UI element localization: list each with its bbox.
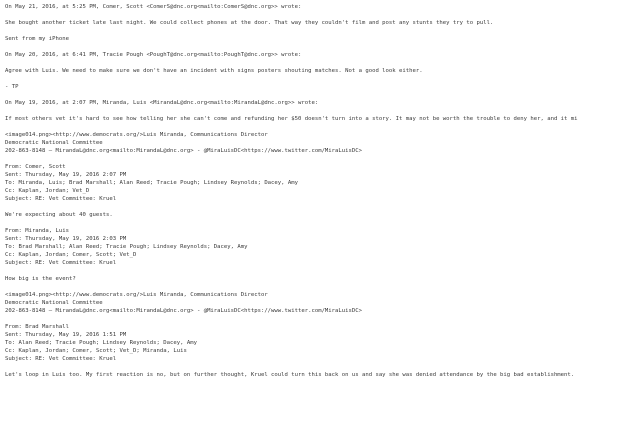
text-line: Let's loop in Luis too. My first reaction is no, but on further thought, Kruel could turn this back on us and say she was denied attendance by the big bad establishment. bbox=[5, 372, 575, 378]
text-line: How big is the event? bbox=[5, 276, 76, 282]
text-block bbox=[5, 51, 640, 59]
text-block bbox=[5, 291, 640, 315]
text-block bbox=[5, 67, 640, 75]
text-block bbox=[5, 19, 640, 27]
text-line: On May 19, 2016, at 2:07 PM, Miranda, Luis <MirandaL@dnc.org<mailto:MirandaL@dnc.org>> wrote: bbox=[5, 100, 319, 106]
text-line: 202-863-8148 – MirandaL@dnc.org<mailto:MirandaL@dnc.org> - @MiraLuisDC<https://www.twitter.com/MiraLuisDC> bbox=[5, 148, 362, 154]
text-block bbox=[5, 211, 640, 219]
text-line: She bought another ticket late last night. We could collect phones at the door. That way they couldn't film and post any stunts they try to pull. bbox=[5, 20, 494, 26]
paragraph-gap bbox=[5, 75, 640, 83]
paragraph-gap bbox=[5, 59, 640, 67]
text-line: To: Alan Reed; Tracie Pough; Lindsey Reynolds; Dacey, Amy bbox=[5, 340, 197, 346]
paragraph-gap bbox=[5, 315, 640, 323]
paragraph-gap bbox=[5, 11, 640, 19]
text-line: Subject: RE: Vet Committee: Kruel bbox=[5, 196, 117, 202]
text-line: To: Brad Marshall; Alan Reed; Tracie Pough; Lindsey Reynolds; Dacey, Amy bbox=[5, 244, 248, 250]
text-line: On May 20, 2016, at 6:41 PM, Tracie Pough <PoughT@dnc.org<mailto:PoughT@dnc.org>> wrote: bbox=[5, 52, 302, 58]
text-line: On May 21, 2016, at 5:25 PM, Comer, Scott <ComerS@dnc.org<mailto:ComerS@dnc.org>> wrote: bbox=[5, 4, 302, 10]
text-block bbox=[5, 83, 640, 91]
text-line: <image014.png><http://www.democrats.org/>Luis Miranda, Communications Director bbox=[5, 132, 268, 138]
text-line: Sent: Thursday, May 19, 2016 2:03 PM bbox=[5, 236, 127, 242]
text-block bbox=[5, 227, 640, 267]
paragraph-gap bbox=[5, 155, 640, 163]
text-line: To: Miranda, Luis; Brad Marshall; Alan Reed; Tracie Pough; Lindsey Reynolds; Dacey, Amy bbox=[5, 180, 298, 186]
text-line: Cc: Kaplan, Jordan; Comer, Scott; Vet_D; Miranda, Luis bbox=[5, 348, 187, 354]
email-thread bbox=[5, 3, 640, 379]
text-block bbox=[5, 115, 640, 123]
text-line: From: Miranda, Luis bbox=[5, 228, 69, 234]
text-line: Democratic National Committee bbox=[5, 300, 103, 306]
text-line: Subject: RE: Vet Committee: Kruel bbox=[5, 260, 117, 266]
text-line: We're expecting about 40 guests. bbox=[5, 212, 113, 218]
text-block bbox=[5, 275, 640, 283]
paragraph-gap bbox=[5, 203, 640, 211]
text-line: Agree with Luis. We need to make sure we don't have an incident with signs posters shouting matches. Not a good look either. bbox=[5, 68, 423, 74]
text-block bbox=[5, 3, 640, 11]
text-line: From: Brad Marshall bbox=[5, 324, 69, 330]
text-line: Subject: RE: Vet Committee: Kruel bbox=[5, 356, 117, 362]
text-block bbox=[5, 131, 640, 155]
text-block bbox=[5, 163, 640, 203]
text-line: Cc: Kaplan, Jordan; Comer, Scott; Vet_D bbox=[5, 252, 137, 258]
paragraph-gap bbox=[5, 219, 640, 227]
paragraph-gap bbox=[5, 27, 640, 35]
text-line: If most others vet it's hard to see how telling her she can't come and refunding her $50 doesn't turn into a story. It may not be worth the trouble to deny her, and it mi bbox=[5, 116, 578, 122]
text-line: Sent: Thursday, May 19, 2016 1:51 PM bbox=[5, 332, 127, 338]
text-block bbox=[5, 35, 640, 43]
text-block bbox=[5, 371, 640, 379]
paragraph-gap bbox=[5, 363, 640, 371]
text-line: <image014.png><http://www.democrats.org/>Luis Miranda, Communications Director bbox=[5, 292, 268, 298]
text-line: From: Comer, Scott bbox=[5, 164, 66, 170]
paragraph-gap bbox=[5, 283, 640, 291]
paragraph-gap bbox=[5, 123, 640, 131]
text-line: 202-863-8148 – MirandaL@dnc.org<mailto:MirandaL@dnc.org> - @MiraLuisDC<https://www.twitter.com/MiraLuisDC> bbox=[5, 308, 362, 314]
text-line: Cc: Kaplan, Jordan; Vet_D bbox=[5, 188, 90, 194]
text-block bbox=[5, 323, 640, 363]
paragraph-gap bbox=[5, 43, 640, 51]
text-line: Sent from my iPhone bbox=[5, 36, 69, 42]
text-line: Sent: Thursday, May 19, 2016 2:07 PM bbox=[5, 172, 127, 178]
text-block bbox=[5, 99, 640, 107]
paragraph-gap bbox=[5, 267, 640, 275]
paragraph-gap bbox=[5, 107, 640, 115]
paragraph-gap bbox=[5, 91, 640, 99]
text-line: - TP bbox=[5, 84, 19, 90]
text-line: Democratic National Committee bbox=[5, 140, 103, 146]
